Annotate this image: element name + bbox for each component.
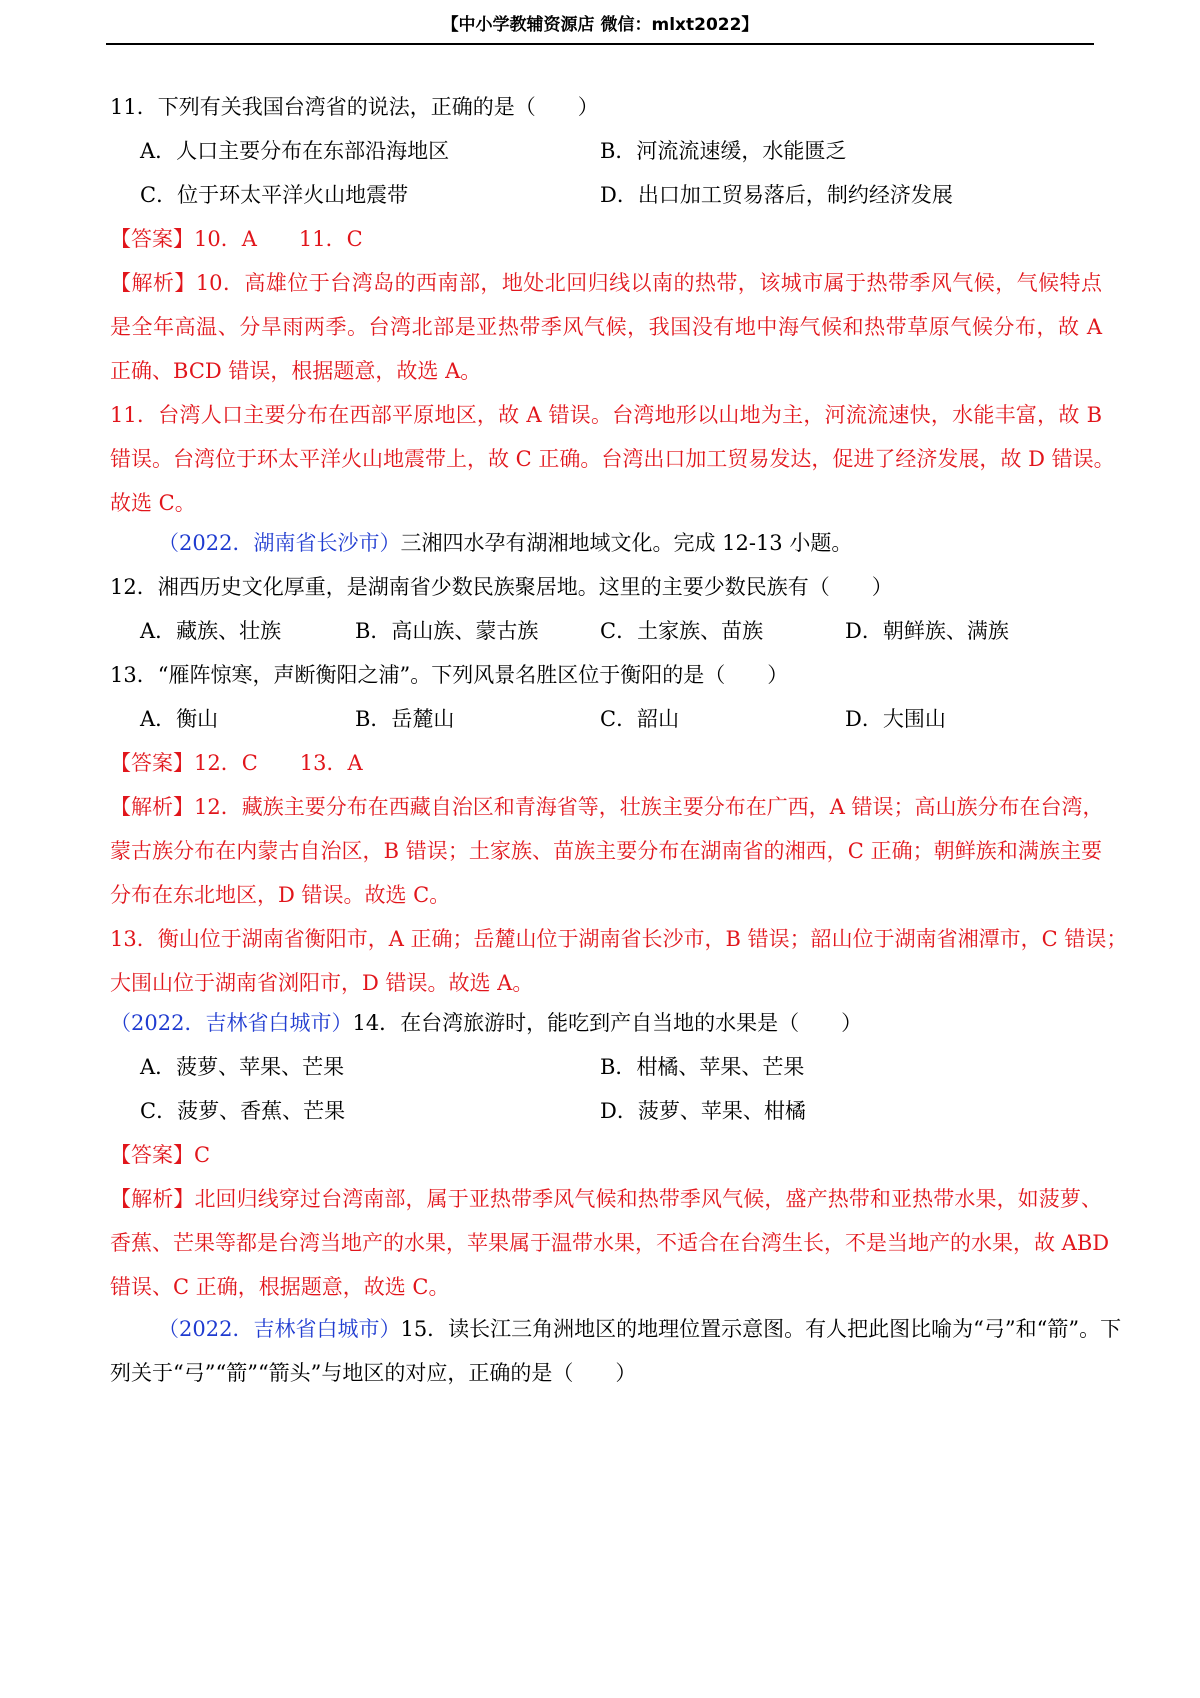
question-12-stem: 12．湘西历史文化厚重，是湖南省少数民族聚居地。这里的主要少数民族有（ ） <box>110 575 893 599</box>
explanation-label: 【解析】 <box>110 271 196 295</box>
source-tag: （2022．湖南省长沙市） <box>158 531 401 555</box>
question-13-option-c: C．韶山 <box>600 707 680 731</box>
question-11-option-d: D．出口加工贸易落后，制约经济发展 <box>600 183 953 207</box>
explanation-text: 北回归线穿过台湾南部，属于亚热带季风气候和热带季风气候，盛产热带和亚热带水果，如菠萝、 <box>194 1187 1102 1211</box>
question-12-option-c: C．土家族、苗族 <box>600 619 764 643</box>
explanation-text: 10．高雄位于台湾岛的西南部，地处北回归线以南的热带，该城市属于热带季风气候，气候特点 <box>195 271 1103 295</box>
answer-10-11 <box>110 224 1102 254</box>
question-15-stem-line-1 <box>158 1314 1122 1344</box>
question-13-stem: 13．“雁阵惊寒，声断衡阳之浦”。下列风景名胜区位于衡阳的是（ ） <box>110 663 789 687</box>
question-13-option-b: B．岳麓山 <box>355 707 455 731</box>
question-11-option-a: A．人口主要分布在东部沿海地区 <box>140 139 450 163</box>
explanation-10-11-line-2: 是全年高温、分旱雨两季。台湾北部是亚热带季风气候，我国没有地中海气候和热带草原气候分布，故 A <box>110 315 1102 339</box>
answer-12-13 <box>110 748 1102 778</box>
explanation-14-line-1 <box>110 1184 1102 1214</box>
explanation-12-13-line-2: 蒙古族分布在内蒙古自治区，B 错误；土家族、苗族主要分布在湖南省的湘西，C 正确；朝鲜族和满族主要 <box>110 839 1102 863</box>
question-12-option-b: B．高山族、蒙古族 <box>355 619 539 643</box>
explanation-10-11-line-5: 错误。台湾位于环太平洋火山地震带上，故 C 正确。台湾出口加工贸易发达，促进了经济发展，故 D 错误。 <box>110 447 1115 471</box>
explanation-12-13-line-3: 分布在东北地区，D 错误。故选 C。 <box>110 883 451 907</box>
question-11-option-c: C．位于环太平洋火山地震带 <box>140 183 409 207</box>
explanation-10-11-line-4: 11．台湾人口主要分布在西部平原地区，故 A 错误。台湾地形以山地为主，河流流速快，水能丰富，故 B <box>110 403 1102 427</box>
question-13-option-d: D．大围山 <box>845 707 946 731</box>
question-14-option-a: A．菠萝、苹果、芒果 <box>140 1055 345 1079</box>
source-tag: （2022．吉林省白城市） <box>110 1011 353 1035</box>
explanation-12-13-line-4: 13．衡山位于湖南省衡阳市，A 正确；岳麓山位于湖南省长沙市，B 错误；韶山位于湖南省湘潭市，C 错误； <box>110 927 1128 951</box>
explanation-label: 【解析】 <box>110 1187 195 1211</box>
question-11-option-b: B．河流流速缓，水能匮乏 <box>600 139 847 163</box>
question-14-option-d: D．菠萝、苹果、柑橘 <box>600 1099 806 1123</box>
answer-text: 12．C 13．A <box>194 751 363 775</box>
answer-label: 【答案】 <box>110 1143 194 1167</box>
explanation-12-13-line-1 <box>110 792 1102 822</box>
question-13-option-a: A．衡山 <box>140 707 219 731</box>
source-tag: （2022．吉林省白城市） <box>158 1317 401 1341</box>
answer-14 <box>110 1140 1102 1170</box>
answer-text: C <box>194 1143 211 1167</box>
explanation-12-13-line-5: 大围山位于湖南省浏阳市，D 错误。故选 A。 <box>110 971 534 995</box>
question-14-stem <box>110 1008 1102 1038</box>
group-intro-text: 三湘四水孕有湖湘地域文化。完成 12-13 小题。 <box>400 531 853 555</box>
header-divider <box>106 43 1094 45</box>
explanation-text: 12．藏族主要分布在西藏自治区和青海省等，壮族主要分布在广西，A 错误；高山族分布在台湾， <box>194 795 1104 819</box>
answer-text: 10．A 11．C <box>194 227 363 251</box>
question-14-option-b: B．柑橘、苹果、芒果 <box>600 1055 805 1079</box>
explanation-label: 【解析】 <box>110 795 194 819</box>
explanation-10-11-line-6: 故选 C。 <box>110 491 196 515</box>
question-14-option-c: C．菠萝、香蕉、芒果 <box>140 1099 346 1123</box>
question-14-text: 14．在台湾旅游时，能吃到产自当地的水果是（ ） <box>352 1011 863 1035</box>
question-11-stem: 11．下列有关我国台湾省的说法，正确的是（ ） <box>110 95 599 119</box>
question-12-option-a: A．藏族、壮族 <box>140 619 282 643</box>
question-15-stem-line-2: 列关于“弓”“箭”“箭头”与地区的对应，正确的是（ ） <box>110 1361 637 1385</box>
explanation-14-line-2: 香蕉、芒果等都是台湾当地产的水果，苹果属于温带水果，不适合在台湾生长，不是当地产的水果，故 ABD <box>110 1231 1110 1255</box>
explanation-10-11-line-1 <box>110 268 1102 298</box>
group-12-13-intro <box>158 528 1150 558</box>
question-12-option-d: D．朝鲜族、满族 <box>845 619 1009 643</box>
answer-label: 【答案】 <box>110 751 194 775</box>
answer-label: 【答案】 <box>110 227 194 251</box>
explanation-14-line-3: 错误、C 正确，根据题意，故选 C。 <box>110 1275 450 1299</box>
page-header: 【中小学教辅资源店 微信：mlxt2022】 <box>441 15 759 35</box>
question-15-text: 15．读长江三角洲地区的地理位置示意图。有人把此图比喻为“弓”和“箭”。下 <box>400 1317 1122 1341</box>
explanation-10-11-line-3: 正确、BCD 错误，根据题意，故选 A。 <box>110 359 482 383</box>
